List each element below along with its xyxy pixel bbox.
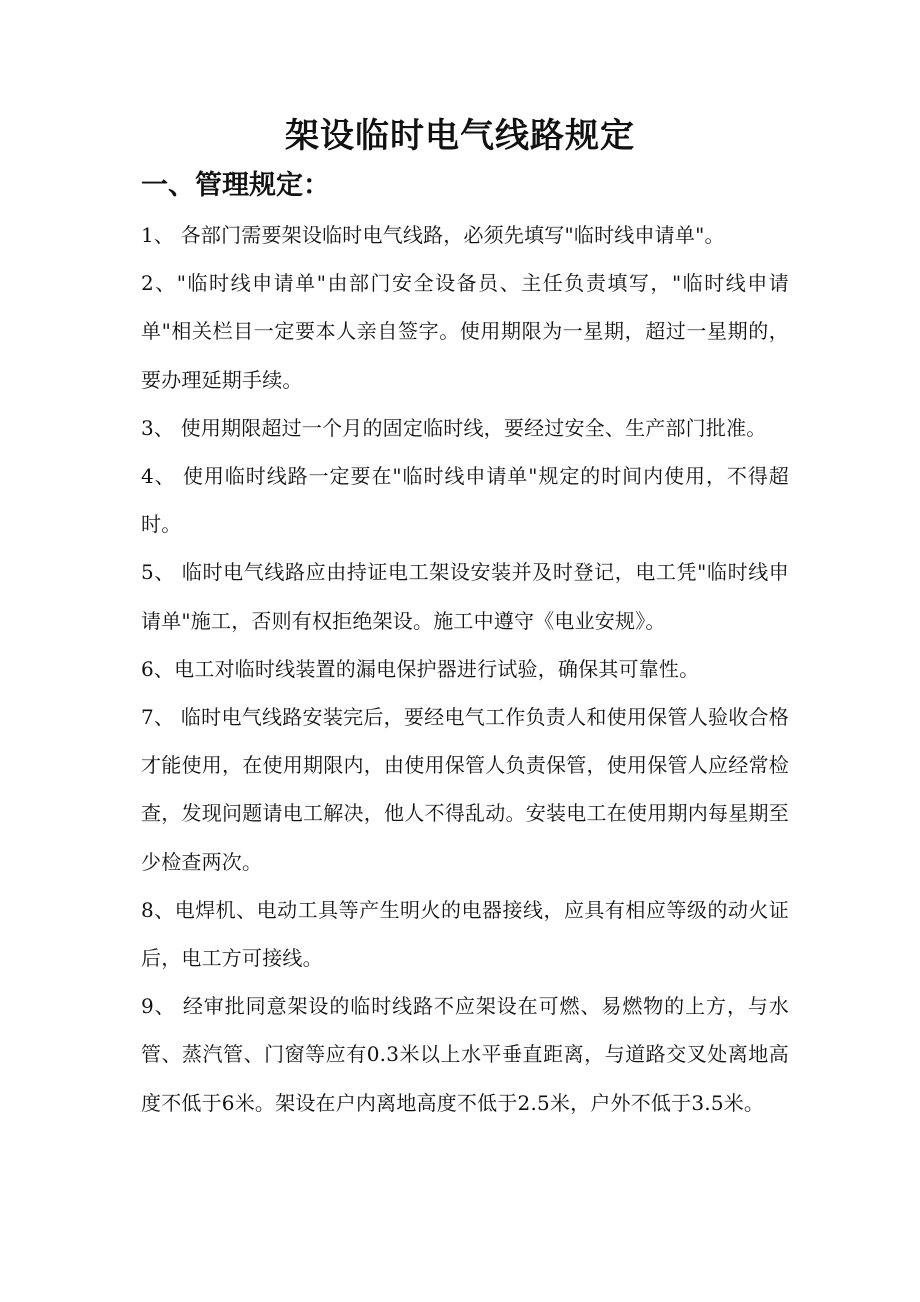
clause-number: 7、 [141,705,175,730]
clause-text: 电工对临时线装置的漏电保护器进行试验，确保其可靠性。 [174,656,700,681]
document-title: 架设临时电气线路规定 [285,116,635,156]
clause-number: 9、 [141,994,176,1019]
section-heading: 一、管理规定： [141,170,330,201]
clause-2 [141,259,789,404]
clause-3 [141,404,789,452]
clause-8 [141,886,789,982]
clause-number: 5、 [141,560,175,585]
clause-text: 临时电气线路安装完后，要经电气工作负责人和使用保管人验收合格才能使用，在使用期限内，由使用保管人负责保管，使用保管人应经常检查，发现问题请电工解决，他人不得乱动。安装电工在使用期内每星期至少检查两次。 [141,705,790,874]
clause-number: 1、 [141,223,175,247]
clause-6 [141,645,789,693]
clause-number: 8、 [141,897,175,922]
clause-number: 6、 [141,656,175,681]
clause-text: 临时电气线路应由持证电工架设安装并及时登记，电工凭"临时线申请单"施工，否则有权拒绝架设。施工中遵守《电业安规》。 [141,560,789,633]
clause-text: 电焊机、电动工具等产生明火的电器接线，应具有相应等级的动火证后，电工方可接线。 [141,897,790,971]
clause-number: 4、 [141,464,176,489]
clause-number: 3、 [141,415,175,440]
clause-text: 使用临时线路一定要在"临时线申请单"规定的时间内使用，不得超时。 [141,464,789,537]
clause-text: "临时线申请单"由部门安全设备员、主任负责填写，"临时线申请单"相关栏目一定要本人亲自签字。使用期限为一星期，超过一星期的，要办理延期手续。 [141,271,789,392]
clause-1 [141,211,789,259]
clause-list [141,211,789,1127]
clause-7 [141,693,789,886]
clause-number: 2、 [141,271,177,296]
clause-text: 使用期限超过一个月的固定临时线，要经过安全、生产部门批准。 [174,415,767,440]
clause-5 [141,548,789,644]
clause-9 [141,982,789,1127]
clause-4 [141,452,789,548]
clause-text: 各部门需要架设临时电气线路，必须先填写"临时线申请单"。 [174,223,725,247]
clause-text: 经审批同意架设的临时线路不应架设在可燃、易燃物的上方，与水管、蒸汽管、门窗等应有0.3米以上水平垂直距离，与道路交叉处离地高度不低于6米。架设在户内离地高度不低于2.5米，户外不低于3.5米。 [141,994,789,1115]
